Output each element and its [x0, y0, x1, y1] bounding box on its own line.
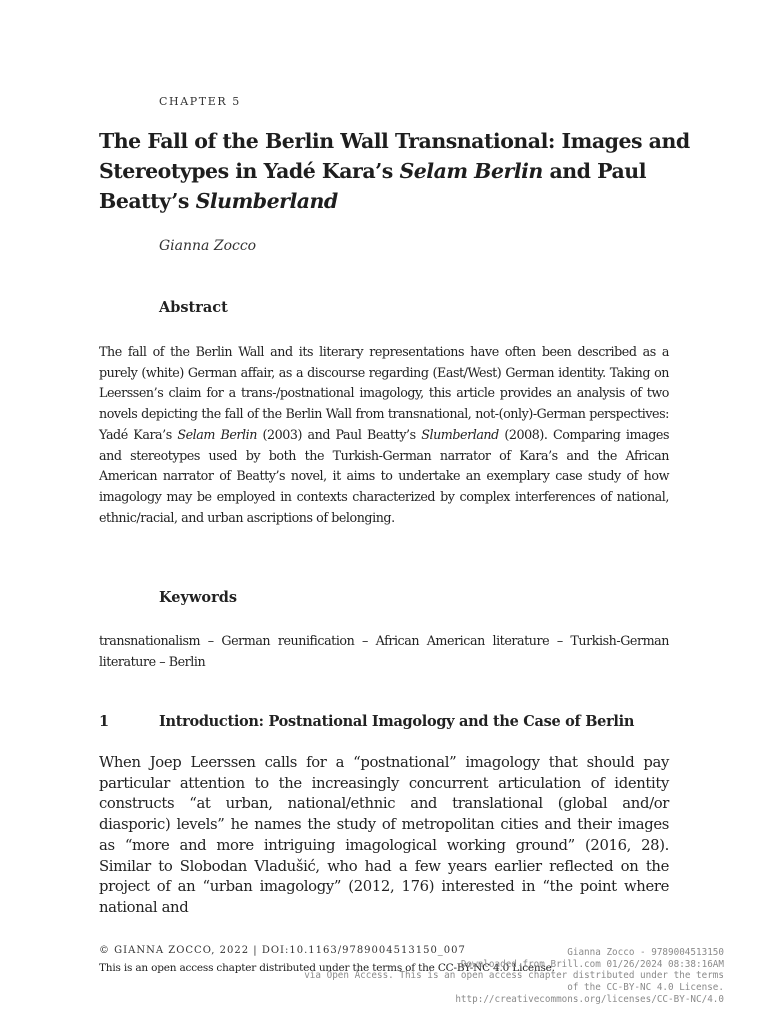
abstract-italic-slumberland: Slumberland: [421, 426, 499, 442]
stamp-line: Downloaded from Brill.com 01/26/2024 08:38:16AM: [460, 958, 724, 970]
chapter-label: CHAPTER 5: [159, 95, 241, 108]
author-name: Gianna Zocco: [159, 238, 257, 254]
abstract-segment: The fall of the Berlin Wall and its literary representations have often been described as a purely (white) German affair, as a discourse regarding (East/West) German identity. Taking on Leerssen’s claim for a trans-/postnational imagology, this article provides an analysis of two novels depicting the fall of the Berlin Wall from transnational, not-(only)-German perspectives: Yadé Kara’s: [99, 344, 669, 442]
stamp-line: Gianna Zocco - 9789004513150: [567, 947, 724, 958]
chapter-title: [99, 126, 699, 216]
abstract-segment: (2008). Comparing images and stereotypes used by both the Turkish-German narrator of Kara’s and the African American narrator of Beatty’s novel, it aims to undertake an exemplary case study of how imagology may be employed in contexts characterized by complex interferences of national, ethnic/racial, and urban ascriptions of belonging.: [99, 426, 669, 525]
section-title: Introduction: Postnational Imagology and the Case of Berlin: [159, 713, 635, 730]
title-text-2: and Paul Beatty’s: [99, 159, 646, 213]
section-number: 1: [99, 713, 110, 730]
title-italic-selam-berlin: Selam Berlin: [399, 159, 543, 183]
abstract-text: [99, 342, 669, 528]
keywords-heading: Keywords: [159, 589, 238, 606]
footer-license: This is an open access chapter distributed under the terms of the CC-BY-NC 4.0 License.: [99, 962, 555, 974]
abstract-segment: (2003) and Paul Beatty’s: [256, 426, 422, 442]
stamp-line: of the CC-BY-NC 4.0 License.: [567, 982, 724, 994]
title-italic-slumberland: Slumberland: [195, 189, 338, 213]
abstract-italic-selam-berlin: Selam Berlin: [177, 426, 257, 442]
abstract-heading: Abstract: [159, 299, 228, 316]
footer-copyright-doi: © GIANNA ZOCCO, 2022 | DOI:10.1163/9789004513150_007: [99, 945, 466, 956]
stamp-line: via Open Access. This is an open access chapter distributed under the terms: [304, 970, 724, 982]
stamp-link[interactable]: http://creativecommons.org/licenses/CC-BY-NC/4.0: [455, 993, 724, 1005]
title-text-1: The Fall of the Berlin Wall Transnational: Images and Stereotypes in Yadé Kara’s: [99, 129, 690, 183]
keywords-text: transnationalism – German reunification – African American literature – Turkish-German literature – Berlin: [99, 633, 669, 669]
introduction-text: When Joep Leerssen calls for a “postnational” imagology that should pay particular attention to the increasingly concurrent articulation of identity constructs “at urban, national/ethnic and translational (global and/or diasporic) levels” he names the study of metropolitan cities and their images as “more and more intriguing imagological working ground” (2016, 28). Similar to Slobodan Vladušić, who had a few years earlier reflected on the project of an “urban imagology” (2012, 176) interested in “the point where national and: [99, 754, 669, 916]
download-watermark: [304, 947, 724, 1006]
